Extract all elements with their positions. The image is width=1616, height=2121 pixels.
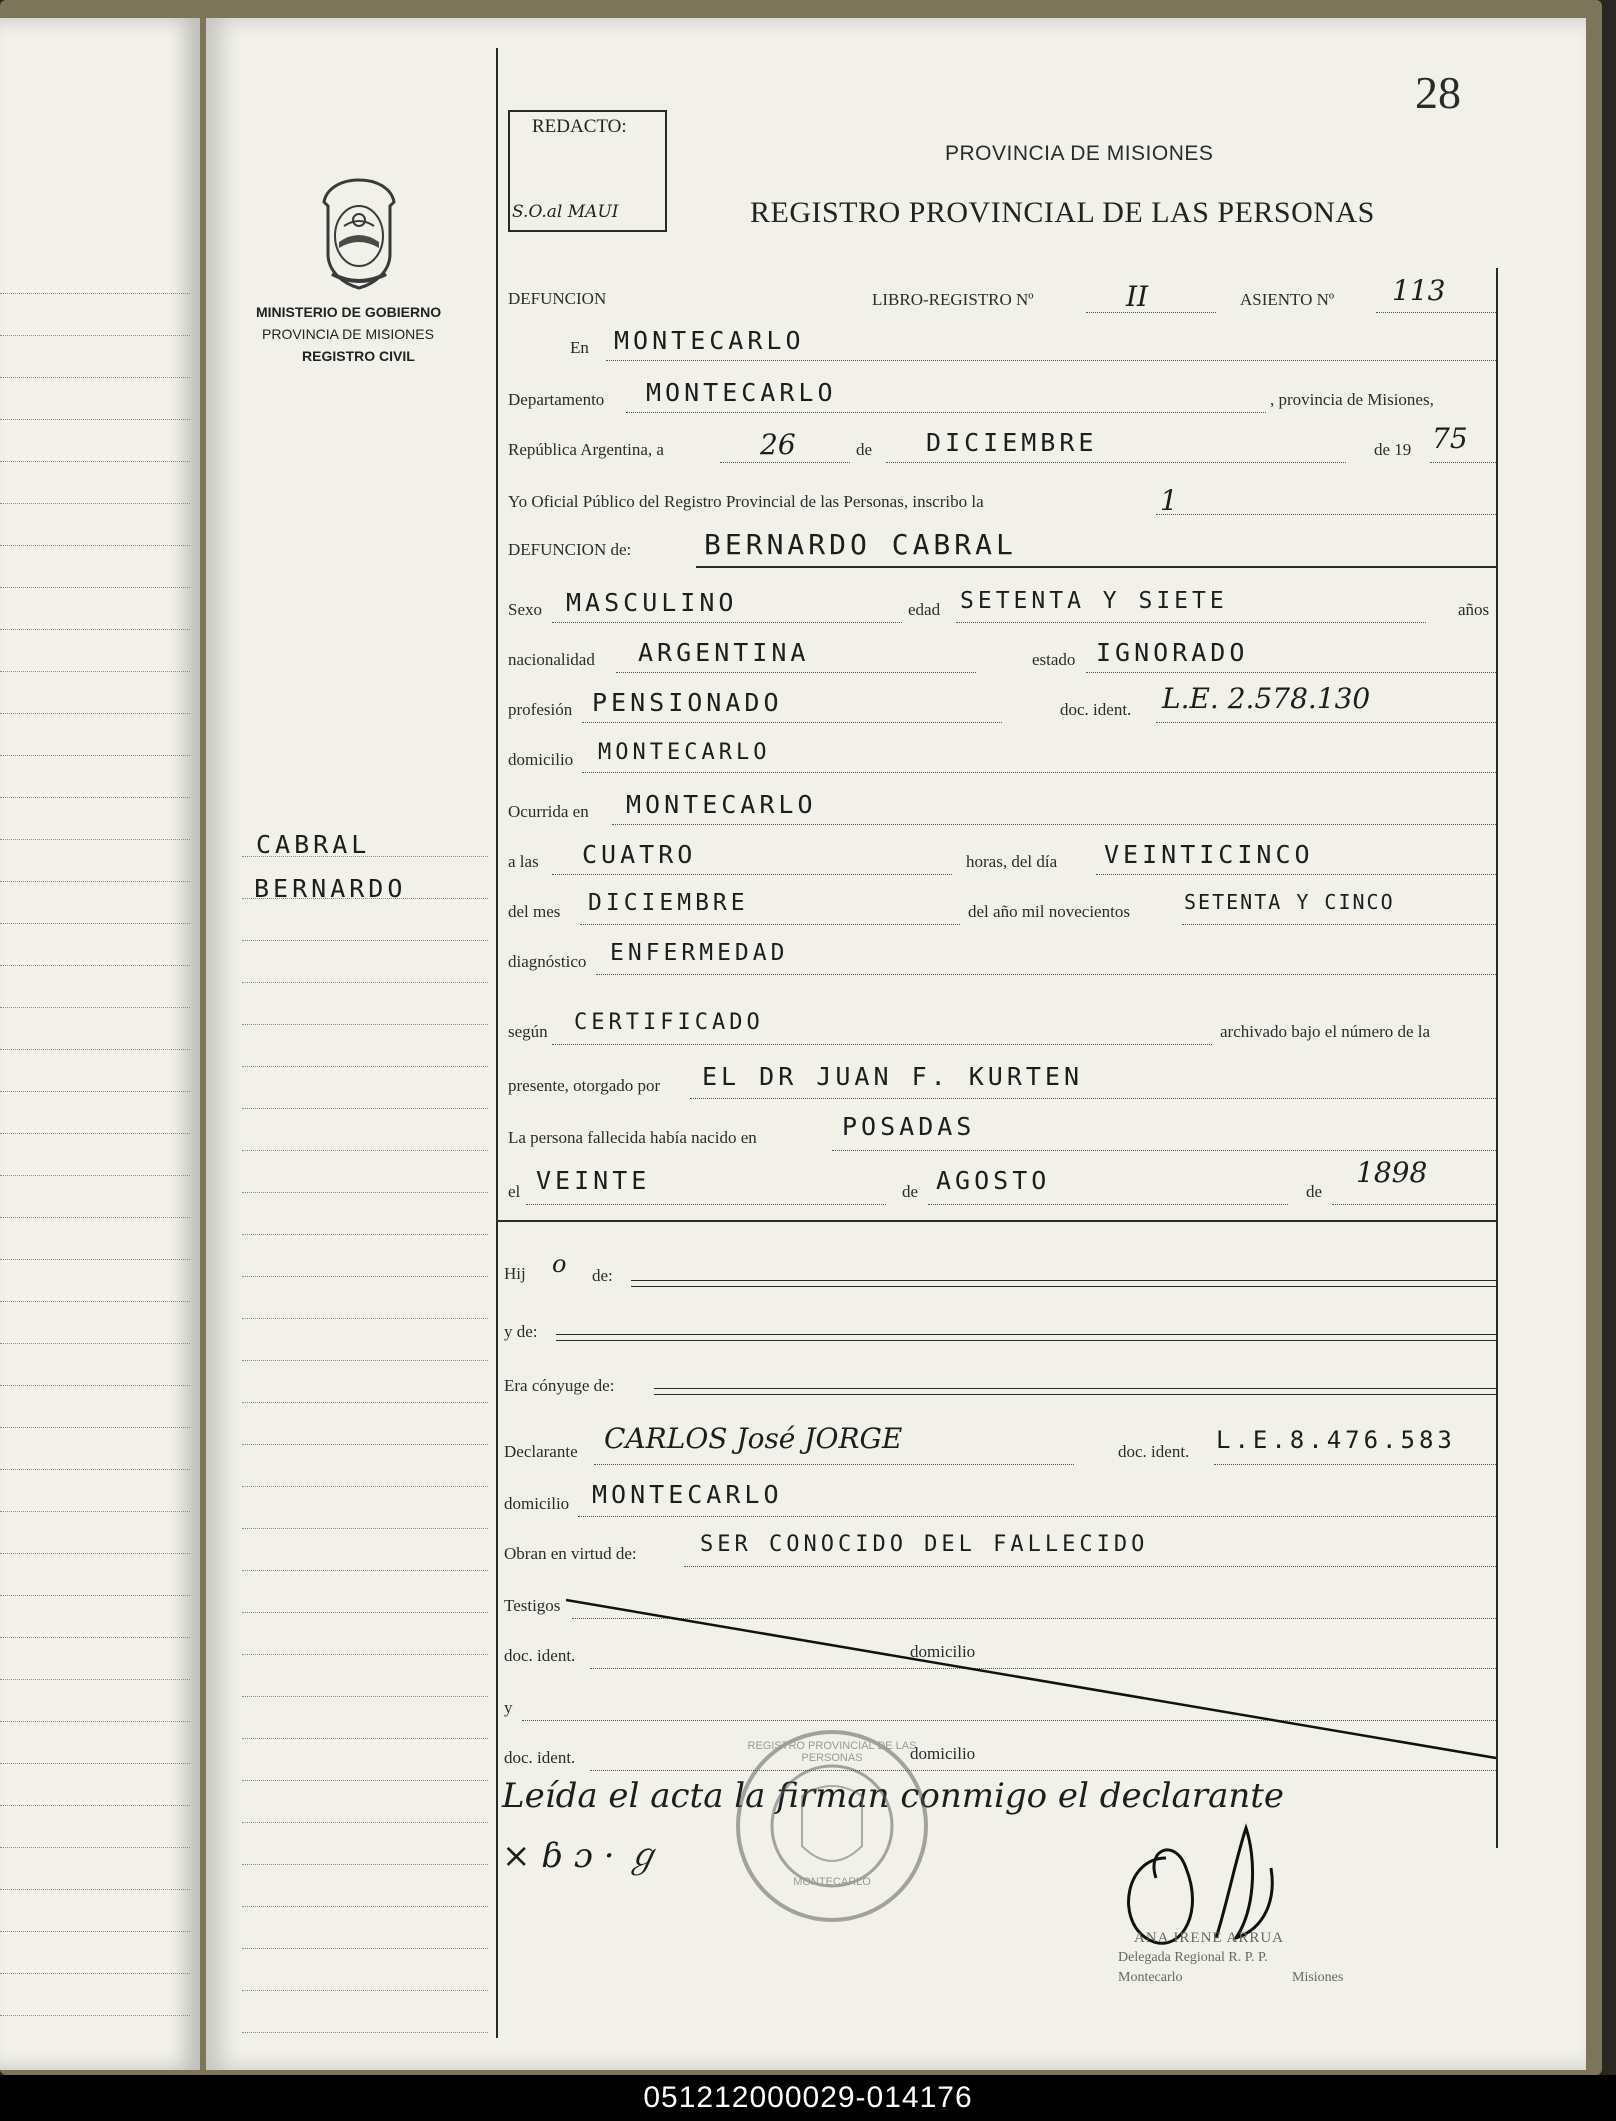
value-nacionalidad: ARGENTINA <box>638 638 810 667</box>
left-page-rule <box>0 587 190 588</box>
margin-rule <box>242 1612 488 1613</box>
label-y-de: y de: <box>504 1322 538 1341</box>
left-page-rule <box>0 1847 190 1848</box>
domicilio-decl-line <box>578 1516 1496 1517</box>
margin-rule <box>242 1276 488 1277</box>
nac-mes-line <box>928 1204 1288 1205</box>
margin-rule <box>242 1528 488 1529</box>
official-name: ANA IRENE ARRUA <box>1134 1930 1285 1946</box>
label-de-mes: de <box>856 440 873 459</box>
label-asiento: ASIENTO Nº <box>1240 290 1335 309</box>
left-page-rule <box>0 2015 190 2016</box>
label-y: y <box>504 1698 513 1717</box>
left-page-rule <box>0 1637 190 1638</box>
left-page-rule <box>0 1175 190 1176</box>
departamento-line <box>626 412 1266 413</box>
declarant-mark: × ɓ ɔ · ℊ <box>502 1836 660 1876</box>
y-de-line-2 <box>556 1340 1496 1341</box>
value-otorgado: EL DR JUAN F. KURTEN <box>702 1062 1084 1091</box>
label-domicilio: domicilio <box>508 750 574 769</box>
value-ano: 75 <box>1432 422 1468 455</box>
label-oficial: Yo Oficial Público del Registro Provincial de las Personas, inscribo la <box>508 492 984 511</box>
value-profesion: PENSIONADO <box>592 688 783 717</box>
official-title: Delegada Regional R. P. P. <box>1118 1950 1268 1965</box>
label-del-mes: del mes <box>508 902 561 921</box>
label-doc-ident: doc. ident. <box>1060 700 1132 719</box>
diagnostico-line <box>596 974 1496 975</box>
doc-line <box>1156 722 1496 723</box>
left-page-rule <box>0 377 190 378</box>
value-departamento: MONTECARLO <box>646 378 837 407</box>
obran-line <box>684 1566 1496 1567</box>
left-page-rule <box>0 755 190 756</box>
margin-rule <box>242 1780 488 1781</box>
value-doc: L.E. 2.578.130 <box>1162 682 1371 715</box>
value-asiento: 113 <box>1392 274 1446 307</box>
inscribo-line <box>1156 514 1496 515</box>
value-doc-decl: L.E.8.476.583 <box>1216 1426 1456 1454</box>
margin-rule <box>242 1150 488 1151</box>
left-page-rule <box>0 1595 190 1596</box>
value-dia: 26 <box>760 428 796 461</box>
margin-rule <box>242 1486 488 1487</box>
seal-text: REGISTRO PROVINCIAL DE LAS PERSONAS <box>747 1740 917 1764</box>
label-de-nac-ano: de <box>1306 1182 1323 1201</box>
y-de-line-1 <box>556 1334 1496 1335</box>
doc-decl-line <box>1214 1464 1496 1465</box>
margin-rule <box>242 1906 488 1907</box>
margin-rule <box>242 1696 488 1697</box>
value-declarante: CARLOS José JORGE <box>604 1422 903 1455</box>
left-page-rule <box>0 1007 190 1008</box>
left-page-rule <box>0 1091 190 1092</box>
nac-dia-line <box>526 1204 886 1205</box>
presente-line <box>690 1098 1496 1099</box>
domicilio-line <box>582 772 1496 773</box>
label-conyuge: Era cónyuge de: <box>504 1376 615 1395</box>
left-page-rule <box>0 1763 190 1764</box>
left-page-rule <box>0 1511 190 1512</box>
value-nac-mes: AGOSTO <box>936 1166 1051 1195</box>
label-horas: horas, del día <box>966 852 1058 871</box>
left-page-rule <box>0 1553 190 1554</box>
margin-rule <box>242 1654 488 1655</box>
hora-line <box>552 874 952 875</box>
label-domicilio-t2: domicilio <box>910 1744 976 1763</box>
label-archivado: archivado bajo el número de la <box>1220 1022 1431 1041</box>
margin-surname: CABRAL <box>256 830 371 859</box>
value-mes-fall: DICIEMBRE <box>588 890 749 916</box>
segun-line <box>552 1044 1212 1045</box>
value-dia-letras: VEINTICINCO <box>1104 840 1314 869</box>
label-a-las: a las <box>508 852 539 871</box>
label-el: el <box>508 1182 521 1201</box>
value-obran: SER CONOCIDO DEL FALLECIDO <box>700 1532 1149 1557</box>
label-doc-decl: doc. ident. <box>1118 1442 1190 1461</box>
value-segun: CERTIFICADO <box>574 1010 764 1035</box>
margin-rule <box>242 1738 488 1739</box>
label-estado: estado <box>1032 650 1076 669</box>
label-segun: según <box>508 1022 548 1041</box>
section-divider <box>496 1220 1496 1222</box>
ano-line <box>1430 462 1496 463</box>
ocurrida-line <box>612 824 1496 825</box>
label-republica: República Argentina, a <box>508 440 664 459</box>
ano-fall-line <box>1182 924 1496 925</box>
en-line <box>606 360 1496 361</box>
margin-rule <box>242 940 488 941</box>
label-declarante: Declarante <box>504 1442 578 1461</box>
value-inscribo: 1 <box>1160 484 1178 517</box>
label-del-ano: del año mil novecientos <box>968 902 1130 921</box>
left-page-rule <box>0 713 190 714</box>
value-nac-dia: VEINTE <box>536 1166 651 1195</box>
margin-rule <box>242 1570 488 1571</box>
left-page-rule <box>0 1217 190 1218</box>
value-domicilio: MONTECARLO <box>598 740 771 765</box>
label-departamento: Departamento <box>508 390 605 409</box>
value-libro: II <box>1126 280 1149 313</box>
province-title: PROVINCIA DE MISIONES <box>945 142 1214 165</box>
label-obran: Obran en virtud de: <box>504 1544 637 1563</box>
left-page-rule <box>0 1049 190 1050</box>
label-anos: años <box>1458 600 1490 619</box>
left-page-rule <box>0 923 190 924</box>
left-page-rule <box>0 1427 190 1428</box>
label-provincia: , provincia de Misiones, <box>1270 390 1434 409</box>
left-page-rule <box>0 1721 190 1722</box>
left-page-rule <box>0 1343 190 1344</box>
left-page-rule <box>0 797 190 798</box>
label-hij: Hij <box>504 1264 526 1283</box>
conyuge-line-1 <box>654 1388 1496 1389</box>
name-divider <box>696 566 1496 568</box>
official-seal <box>732 1726 932 1926</box>
hij-line-1 <box>631 1280 1496 1281</box>
margin-rule <box>242 1864 488 1865</box>
label-libro: LIBRO-REGISTRO Nº <box>872 290 1034 309</box>
left-page-rule <box>0 1133 190 1134</box>
label-nacionalidad: nacionalidad <box>508 650 595 669</box>
left-page-rule <box>0 293 190 294</box>
label-testigos: Testigos <box>504 1596 561 1615</box>
left-page-rule <box>0 1931 190 1932</box>
official-place-1: Montecarlo <box>1118 1970 1183 1985</box>
dia-letras-line <box>1096 874 1496 875</box>
label-profesion: profesión <box>508 700 573 719</box>
value-mes: DICIEMBRE <box>926 428 1098 457</box>
margin-rule <box>242 2032 488 2033</box>
label-domicilio-t: domicilio <box>910 1642 976 1661</box>
left-page-rule <box>0 419 190 420</box>
left-page-rule <box>0 1889 190 1890</box>
coat-of-arms-emblem <box>314 176 404 294</box>
registry-title: REGISTRO PROVINCIAL DE LAS PERSONAS <box>750 196 1375 229</box>
redacto-handwritten: S.O.al MAUI <box>512 202 619 222</box>
hij-line-2 <box>631 1286 1496 1287</box>
redacto-box <box>508 110 667 232</box>
mes-line <box>886 462 1346 463</box>
left-page-rule <box>0 1385 190 1386</box>
margin-rule <box>242 1948 488 1949</box>
margin-rule <box>242 1024 488 1025</box>
left-page-rule <box>0 1301 190 1302</box>
edad-line <box>956 622 1426 623</box>
label-defuncion-de: DEFUNCION de: <box>508 540 632 559</box>
left-page-rule <box>0 1259 190 1260</box>
left-page-rule <box>0 503 190 504</box>
value-estado: IGNORADO <box>1096 638 1249 667</box>
value-ano-fall: SETENTA Y CINCO <box>1184 890 1395 914</box>
nacido-line <box>832 1150 1496 1151</box>
left-page <box>0 18 200 2070</box>
value-diagnostico: ENFERMEDAD <box>610 940 789 966</box>
margin-rule <box>242 1444 488 1445</box>
estado-line <box>1086 672 1496 673</box>
margin-header-2: PROVINCIA DE MISIONES <box>262 326 434 342</box>
margin-rule <box>242 1360 488 1361</box>
label-persona: La persona fallecida había nacido en <box>508 1128 757 1147</box>
value-nombre: BERNARDO CABRAL <box>704 528 1017 561</box>
label-edad: edad <box>908 600 941 619</box>
left-page-rule <box>0 1469 190 1470</box>
declarante-line <box>594 1464 1074 1465</box>
redacto-title: REDACTO: <box>532 116 627 137</box>
dia-line <box>720 462 850 463</box>
label-de-nac-mes: de <box>902 1182 919 1201</box>
margin-rule <box>242 1234 488 1235</box>
value-sexo: MASCULINO <box>566 588 738 617</box>
witness-strike-line <box>566 1598 1506 1778</box>
left-page-rule <box>0 671 190 672</box>
value-en: MONTECARLO <box>614 326 805 355</box>
label-de-19: de 19 <box>1374 440 1412 459</box>
margin-rule <box>242 1318 488 1319</box>
margin-header-3: REGISTRO CIVIL <box>302 348 415 364</box>
left-page-rule <box>0 881 190 882</box>
left-page-rule <box>0 839 190 840</box>
margin-rule <box>242 982 488 983</box>
seal-center: MONTECARLO <box>793 1876 871 1888</box>
margin-rule <box>242 1192 488 1193</box>
label-presente: presente, otorgado por <box>508 1076 661 1095</box>
conyuge-line-2 <box>654 1394 1496 1395</box>
nacionalidad-line <box>616 672 976 673</box>
value-domicilio-decl: MONTECARLO <box>592 1480 783 1509</box>
label-diagnostico: diagnóstico <box>508 952 587 971</box>
mes-fall-line <box>580 924 960 925</box>
label-hij-de: de: <box>592 1266 613 1285</box>
margin-given-name: BERNARDO <box>254 874 407 903</box>
official-place-2: Misiones <box>1292 1970 1344 1985</box>
value-nac-ano: 1898 <box>1356 1156 1428 1189</box>
libro-line <box>1086 312 1216 313</box>
left-page-rule <box>0 1805 190 1806</box>
value-hij: o <box>552 1250 567 1278</box>
margin-rule <box>242 1402 488 1403</box>
margin-rule <box>242 1066 488 1067</box>
left-page-rule <box>0 965 190 966</box>
margin-rule <box>242 1990 488 1991</box>
left-page-rule <box>0 545 190 546</box>
closing-statement: Leída el acta la firman conmigo el declarante <box>502 1776 1285 1816</box>
margin-rule <box>242 1108 488 1109</box>
form-left-border <box>496 48 498 2038</box>
left-page-rule <box>0 335 190 336</box>
profesion-line <box>582 722 1002 723</box>
value-hora: CUATRO <box>582 840 697 869</box>
footer-code: 051212000029-014176 <box>0 2075 1616 2121</box>
sexo-line <box>552 622 902 623</box>
value-ocurrida: MONTECARLO <box>626 790 817 819</box>
margin-rule <box>242 1822 488 1823</box>
left-page-rule <box>0 1679 190 1680</box>
margin-header-1: MINISTERIO DE GOBIERNO <box>256 304 442 320</box>
page-number: 28 <box>1415 67 1461 118</box>
label-ocurrida: Ocurrida en <box>508 802 589 821</box>
label-doc-ident-t: doc. ident. <box>504 1646 576 1665</box>
asiento-line <box>1376 312 1496 313</box>
left-page-rule <box>0 629 190 630</box>
label-domicilio-decl: domicilio <box>504 1494 570 1513</box>
value-nacido-en: POSADAS <box>842 1112 976 1141</box>
left-page-rule <box>0 461 190 462</box>
left-page-rule <box>0 1973 190 1974</box>
nac-ano-line <box>1332 1204 1496 1205</box>
registry-page <box>206 18 1586 2070</box>
label-defuncion: DEFUNCION <box>508 289 607 308</box>
value-edad: SETENTA Y SIETE <box>960 588 1228 614</box>
label-sexo: Sexo <box>508 600 542 619</box>
label-en: En <box>570 338 589 357</box>
label-doc-ident-t2: doc. ident. <box>504 1748 576 1767</box>
